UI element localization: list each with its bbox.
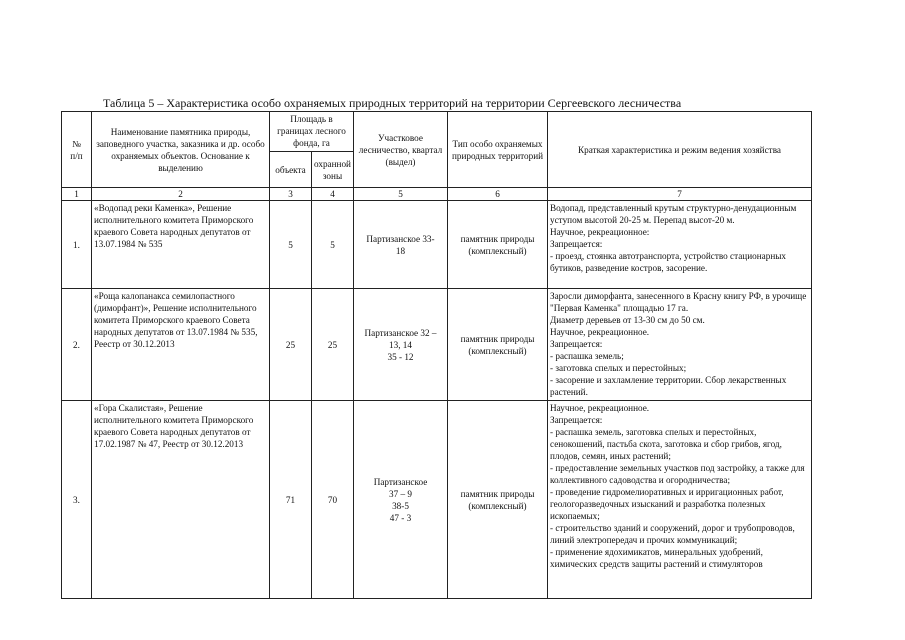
area-object: 5 [270, 201, 312, 289]
district-quarter: Партизанское 37 – 9 38-5 47 - 3 [354, 401, 448, 599]
area-zone: 70 [312, 401, 354, 599]
header-row [62, 112, 812, 152]
territory-type: памятник природы (комплексный) [448, 201, 548, 289]
header-district: Участковое лесничество, квартал (выдел) [354, 112, 448, 188]
header-type: Тип особо охраняемых природных территорий [448, 112, 548, 188]
object-name: «Гора Скалистая», Решение исполнительного комитета Приморского краевого Совета народных депутатов от 17.02.1987 № 47, Реестр от 30.12.2013 [92, 401, 270, 599]
column-number: 1 [62, 188, 92, 201]
area-zone: 5 [312, 201, 354, 289]
description: Заросли диморфанта, занесенного в Красну книгу РФ, в урочище "Первая Каменка" площадью 17 га. Диаметр деревьев от 13-30 см до 50 см. Научное, рекреационное. Запрещается: - распашка земель; - заготовка спелых и перестойных; - засорение и захламление территории. Сбор лекарственных растений. [548, 289, 812, 401]
area-object: 25 [270, 289, 312, 401]
table-row [62, 201, 812, 289]
description: Водопад, представленный крутым структурно-денудационным уступом высотой 20-25 м. Перепад высот-20 м. Научное, рекреационное: Запрещается: - проезд, стоянка автотранспорта, устройство стационарных бутиков, разведение костров, засорение. [548, 201, 812, 289]
area-zone: 25 [312, 289, 354, 401]
column-number: 3 [270, 188, 312, 201]
territory-type: памятник природы (комплексный) [448, 401, 548, 599]
table-row [62, 401, 812, 599]
area-object: 71 [270, 401, 312, 599]
row-number: 2. [62, 289, 92, 401]
protected-areas-table [61, 111, 812, 599]
column-number-row [62, 188, 812, 201]
header-num: № п/п [62, 112, 92, 188]
column-number: 4 [312, 188, 354, 201]
column-number: 6 [448, 188, 548, 201]
header-name: Наименование памятника природы, заповедного участка, заказника и др. особо охраняемых объектов. Основание к выделению [92, 112, 270, 188]
district-quarter: Партизанское 32 – 13, 14 35 - 12 [354, 289, 448, 401]
header-description: Краткая характеристика и режим ведения хозяйства [548, 112, 812, 188]
district-quarter: Партизанское 33- 18 [354, 201, 448, 289]
header-area-zone: охранной зоны [312, 152, 354, 188]
row-number: 1. [62, 201, 92, 289]
column-number: 2 [92, 188, 270, 201]
object-name: «Роща калопанакса семилопастного (диморфант)», Решение исполнительного комитета Приморского краевого Совета народных депутатов от 13.07.1984 № 535, Реестр от 30.12.2013 [92, 289, 270, 401]
header-area: Площадь в границах лесного фонда, га [270, 112, 354, 152]
description: Научное, рекреационное. Запрещается: - распашка земель, заготовка спелых и перестойных, сенокошений, пастьба скота, заготовка и сбор грибов, ягод, плодов, семян, иных растений; - предоставление земельных участков под застройку, а также для коллективного садоводства и огородничества; - проведение гидромелиоративных и ирригационных работ, геологоразведочных изысканий и разработка полезных ископаемых; - строительство зданий и сооружений, дорог и трубопроводов, линий электропередач и прочих коммуникаций; - применение ядохимикатов, минеральных удобрений, химических средств защиты растений и стимуляторов [548, 401, 812, 599]
column-number: 5 [354, 188, 448, 201]
object-name: «Водопад реки Каменка», Решение исполнительного комитета Приморского краевого Совета народных депутатов от 13.07.1984 № 535 [92, 201, 270, 289]
row-number: 3. [62, 401, 92, 599]
territory-type: памятник природы (комплексный) [448, 289, 548, 401]
table-row [62, 289, 812, 401]
header-area-object: объекта [270, 152, 312, 188]
table-caption: Таблица 5 – Характеристика особо охраняемых природных территорий на территории Сергеевского лесничества [103, 96, 682, 110]
column-number: 7 [548, 188, 812, 201]
